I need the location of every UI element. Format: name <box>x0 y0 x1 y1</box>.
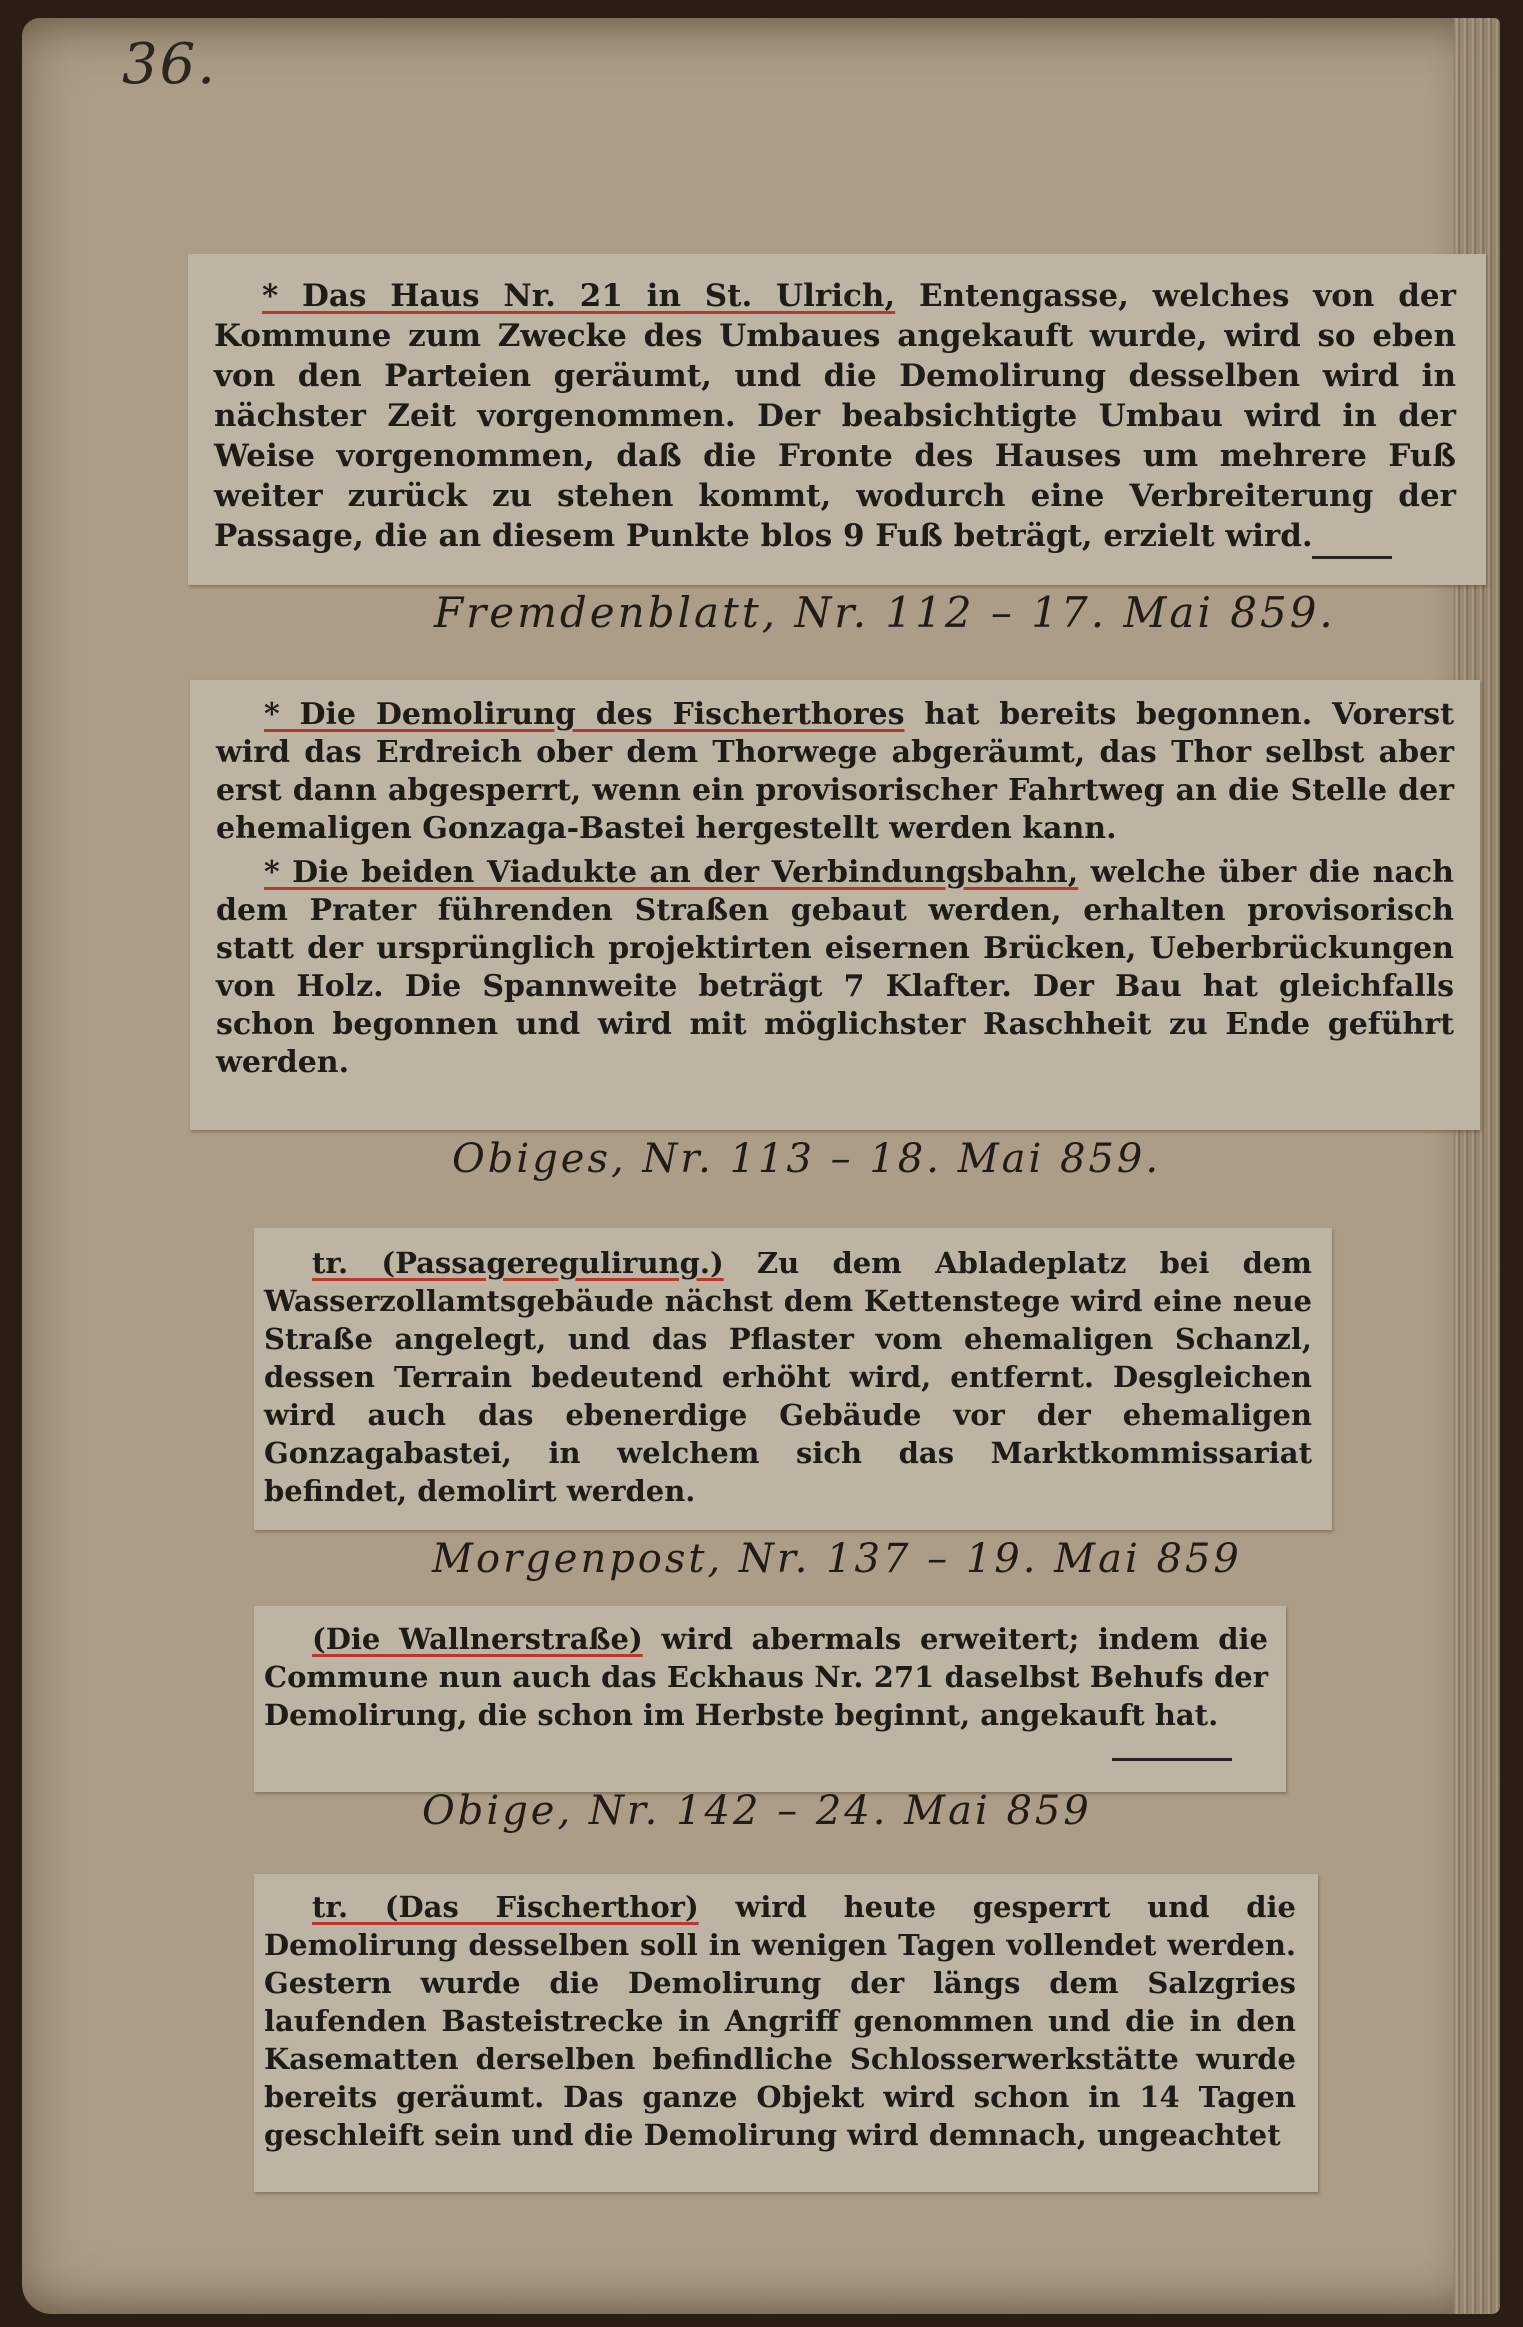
clipping-4 <box>254 1606 1286 1792</box>
clipping-5-paragraph-1 <box>264 1888 1296 2154</box>
clipping-2-paragraph-2 <box>216 854 1454 1082</box>
clipping-2-source: Obiges, Nr. 113 – 18. Mai 859. <box>452 1136 1162 1182</box>
scrapbook-page <box>22 18 1500 2314</box>
clipping-2-body-1: hat bereits begonnen. Vorerst wird das Erdreich ober dem Thorwege abgeräumt, das Thor selbst aber erst dann abgesperrt, wenn ein provisorischer Fahrtweg an die Stelle der ehemaligen Gonzaga-Bastei hergestellt werden kann. <box>216 697 1454 846</box>
clipping-3-paragraph-1 <box>264 1244 1312 1510</box>
clipping-2-headline-2: * Die beiden Viadukte an der Verbindungsbahn, <box>264 855 1079 890</box>
clipping-2-headline-1: * Die Demolirung des Fischerthores <box>264 697 905 732</box>
clipping-4-headline: (Die Wallnerstraße) <box>312 1622 643 1656</box>
clipping-5-body: wird heute gesperrt und die Demolirung desselben soll in wenigen Tagen vollendet werden. Gestern wurde die Demolirung der längs dem Salzgries laufenden Basteistrecke in Angriff genommen und die in den Kasematten derselben befindliche Schlosserwerkstätte wurde bereits geräumt. Das ganze Objekt wird schon in 14 Tagen geschleift sein und die Demolirung wird demnach, ungeachtet <box>264 1890 1296 2152</box>
clipping-4-body: wird abermals erweitert; indem die Commune nun auch das Eckhaus Nr. 271 daselbst Behufs der Demolirung, die schon im Herbste beginnt, angekauft hat. <box>264 1622 1268 1732</box>
clipping-1-headline: * Das Haus Nr. 21 in St. Ulrich, <box>262 278 896 314</box>
clipping-1-end-rule <box>1312 556 1392 559</box>
clipping-1-body: Entengasse, welches von der Kommune zum Zwecke des Umbaues angekauft wurde, wird so eben von den Parteien geräumt, und die Demolirung desselben wird in nächster Zeit vorgenommen. Der beabsichtigte Umbau wird in der Weise vorgenommen, daß die Fronte des Hauses um mehrere Fuß weiter zurück zu stehen kommt, wodurch eine Verbreiterung der Passage, die an diesem Punkte blos 9 Fuß beträgt, erzielt wird. <box>214 278 1456 554</box>
clipping-5 <box>254 1874 1318 2192</box>
page-number: 36. <box>122 32 218 97</box>
clipping-1 <box>188 254 1486 585</box>
clipping-2-paragraph-1 <box>216 696 1454 848</box>
clipping-4-source: Obige, Nr. 142 – 24. Mai 859 <box>422 1788 1092 1834</box>
clipping-2-body-2: welche über die nach dem Prater führenden Straßen gebaut werden, erhalten provisorisch statt der ursprünglich projektirten eisernen Brücken, Ueberbrückungen von Holz. Die Spannweite beträgt 7 Klafter. Der Bau hat gleichfalls schon begonnen und wird mit möglichster Raschheit zu Ende geführt werden. <box>216 855 1454 1080</box>
clipping-1-paragraph-1 <box>214 276 1456 556</box>
clipping-3-headline: tr. (Passageregulirung.) <box>312 1246 724 1280</box>
clipping-1-source: Fremdenblatt, Nr. 112 – 17. Mai 859. <box>434 588 1336 637</box>
clipping-2 <box>190 680 1480 1130</box>
clipping-3 <box>254 1228 1332 1530</box>
clipping-4-end-rule <box>1112 1758 1232 1761</box>
clipping-5-headline: tr. (Das Fischerthor) <box>312 1890 699 1924</box>
clipping-3-body: Zu dem Abladeplatz bei dem Wasserzollamtsgebäude nächst dem Kettenstege wird eine neue Straße angelegt, und das Pflaster vom ehemaligen Schanzl, dessen Terrain bedeutend erhöht wird, entfernt. Desgleichen wird auch das ebenerdige Gebäude vor der ehemaligen Gonzagabastei, in welchem sich das Marktkommissariat befindet, demolirt werden. <box>264 1246 1312 1508</box>
clipping-4-paragraph-1 <box>264 1620 1268 1734</box>
clipping-3-source: Morgenpost, Nr. 137 – 19. Mai 859 <box>432 1536 1242 1582</box>
